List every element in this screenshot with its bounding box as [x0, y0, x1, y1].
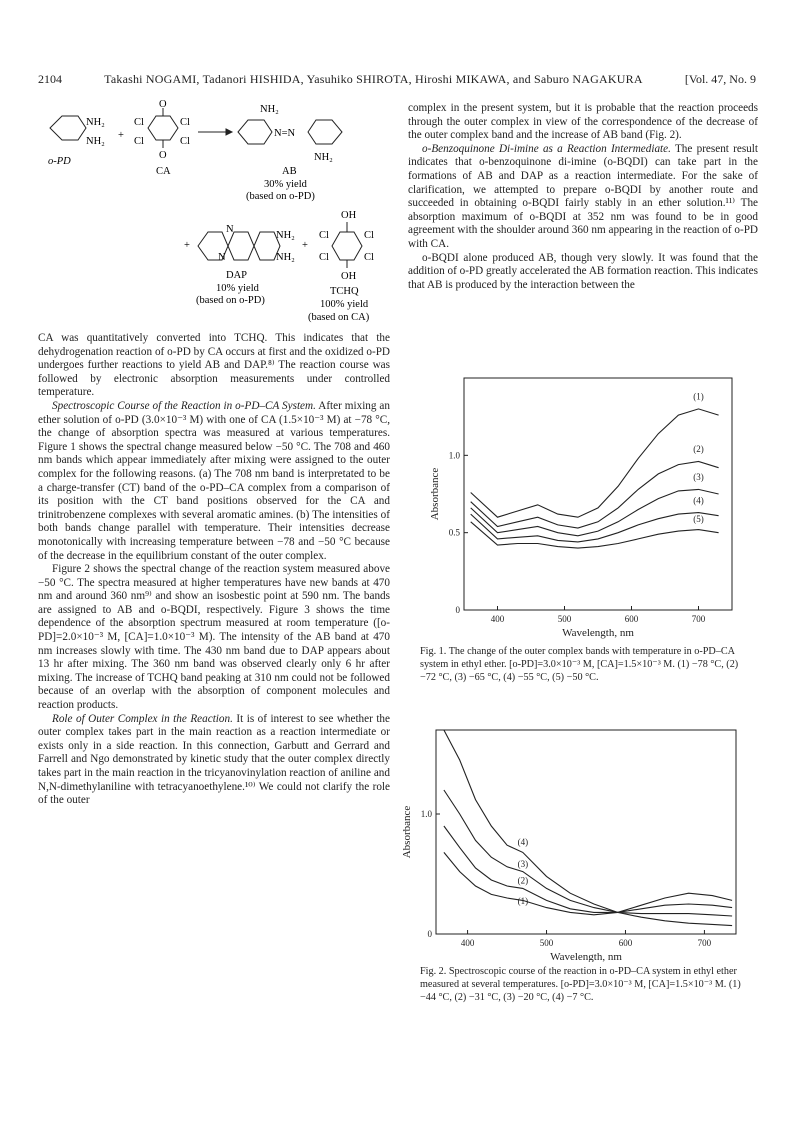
dap-nh2-1: NH₂	[276, 230, 295, 241]
page-header	[38, 72, 756, 87]
tchq-yield: 100% yield	[320, 299, 369, 310]
dap-structure	[198, 232, 280, 260]
right-paragraph-2	[408, 143, 758, 252]
fig1-y-tick-label: 1.0	[448, 450, 460, 461]
fig2-x-axis-label: Wavelength, nm	[550, 951, 622, 962]
figure-1-chart	[408, 370, 758, 645]
fig2-series-label: (3)	[517, 858, 529, 869]
cl-label-3: Cl	[134, 136, 144, 147]
fig2-series-label: (2)	[517, 875, 529, 886]
o-pd-structure	[50, 116, 86, 140]
fig1-y-tick-label: 0.5	[448, 527, 460, 538]
dap-nh2-2: NH₂	[276, 252, 295, 263]
plus-1: +	[118, 130, 124, 141]
fig1-series-label: (1)	[693, 391, 704, 402]
section-heading-bqdi: o-Benzoquinone Di-imine as a Reaction Intermediate.	[422, 142, 671, 155]
azo-label: N=N	[274, 128, 296, 139]
right-paragraph-2-body: The present result indicates that o-benzoquinone di-imine (o-BQDI) can take part in the formations of AB and DAP as a reaction intermediate. For the sake of clarification, we attempted to prepare o-BQDI by another route and succeeded in obtaining o-BQDI fairly stably in an ether solution.¹¹⁾ The absorption maximum of o-BQDI at 352 nm was found to be in good agreement with the shoulder around 360 nm appearing in the reaction of o-PD with CA.	[408, 142, 758, 250]
fig2-y-axis-label: Absorbance	[401, 805, 413, 859]
fig1-y-tick-label: 0	[455, 605, 460, 615]
o-label-bottom: O	[159, 150, 167, 161]
plus-3: +	[302, 240, 308, 251]
tchq-label: TCHQ	[330, 286, 359, 297]
ca-label: CA	[156, 166, 171, 177]
tchq-basis: (based on CA)	[308, 312, 370, 323]
dap-label: DAP	[226, 270, 248, 281]
cl-label-2: Cl	[180, 117, 190, 128]
fig2-x-tick-label: 600	[618, 938, 633, 948]
dap-n-top: N	[226, 224, 234, 235]
figure-2-caption-text: Spectroscopic course of the reaction in o-PD–CA system in ethyl ether measured at several temperatures. [o-PD]=3.0×10⁻³ M, [CA]=1.5×10⁻³ M. (1) −44 °C, (2) −31 °C, (3) −20 °C, (4) −7 °C.	[420, 966, 741, 1003]
left-paragraph-2	[38, 400, 390, 563]
volume-info: [Vol. 47, No. 9	[684, 72, 756, 86]
ab-basis: (based on o-PD)	[246, 191, 315, 202]
fig1-x-axis-label: Wavelength, nm	[562, 627, 634, 639]
fig1-series-line	[471, 462, 719, 529]
section-heading-outer-complex: Role of Outer Complex in the Reaction.	[52, 712, 233, 725]
fig1-series-label: (4)	[693, 495, 704, 506]
left-paragraph-4	[38, 713, 390, 808]
figure-1-caption	[420, 646, 740, 684]
figure-2-caption-label: Fig. 2.	[420, 966, 447, 977]
fig1-series-line	[471, 522, 719, 548]
dap-yield: 10% yield	[216, 283, 259, 294]
dap-basis: (based on o-PD)	[196, 295, 265, 306]
ab-nh2-top: NH₂	[260, 104, 279, 115]
left-paragraph-2-body: After mixing an ether solution of o-PD (3.0×10⁻³ M) with one of CA (1.5×10⁻³ M) at −78 °C, the change of absorption spectra was measured at various temperatures. Figure 1 shows the spectral change measured below −50 °C. The 708 and 460 nm bands which appear immediately after mixing were assigned to the outer complex for the following reasons. (a) The 708 nm band is interpretated to be a charge-transfer (CT) band of the o-PD–CA complex from a comparison of its position with the CT band positions observed for the CA and trinitrobenzene complexes with several aromatic amines. (b) The intensities of both bands change parallel with temperature. Their intensities decrease monotonically with increasing temperature between −78 and −50 °C because of the decrease in the equilibrium constant of the outer complex.	[38, 399, 390, 562]
figure-1-caption-label: Fig. 1.	[420, 646, 447, 657]
fig1-series-line	[471, 489, 719, 535]
fig2-plot-frame	[436, 730, 736, 934]
left-column	[38, 332, 390, 808]
fig1-x-tick-label: 600	[624, 614, 639, 624]
reaction-arrow	[198, 129, 232, 135]
figure-1-caption-text: The change of the outer complex bands with temperature in o-PD–CA system in ethyl ether. [o-PD]=3.0×10⁻³ M, [CA]=1.5×10⁻³ M. (1) −78 °C, (2) −72 °C, (3) −65 °C, (4) −55 °C, (5) −50 °C.	[420, 646, 739, 683]
plus-2: +	[184, 240, 190, 251]
fig1-x-tick-label: 400	[490, 614, 505, 624]
fig2-x-tick-label: 500	[539, 938, 554, 948]
fig1-series-label: (3)	[693, 472, 704, 483]
tchq-cl-4: Cl	[364, 252, 374, 263]
figure-2-caption	[420, 966, 742, 1004]
fig2-series-label: (4)	[517, 837, 529, 848]
fig2-x-tick-label: 700	[697, 938, 712, 948]
figure-2-chart	[400, 722, 755, 962]
fig1-series-label: (5)	[693, 513, 704, 524]
left-paragraph-1: CA was quantitatively converted into TCHQ. This indicates that the dehydrogenation reaction of o-PD by CA occurs at first and the oxidized o-PD undergoes further reactions to yield AB and DAP.⁸⁾ The reaction course was followed by electronic absorption measurements under controlled temperature.	[38, 332, 390, 399]
cl-label-4: Cl	[180, 136, 190, 147]
section-heading-spectroscopic: Spectroscopic Course of the Reaction in o-PD–CA System.	[52, 399, 316, 412]
dap-n-bottom: N	[218, 252, 226, 263]
right-paragraph-1: complex in the present system, but it is probable that the reaction proceeds through the outer complex in view of the correspondence of the decrease of the outer complex band and the increase of AB band (Fig. 2).	[408, 102, 758, 142]
tchq-cl-3: Cl	[319, 252, 329, 263]
fig2-y-tick-label: 0	[427, 929, 432, 939]
nh2-label: NH₂	[86, 117, 105, 128]
right-paragraph-3: o-BQDI alone produced AB, though very slowly. It was found that the addition of o-PD greatly accelerated the AB formation reaction. This indicates that AB is produced by the interaction between the	[408, 251, 758, 291]
fig1-series-label: (2)	[693, 444, 704, 455]
ab-yield: 30% yield	[264, 179, 307, 190]
fig2-series-line	[444, 826, 732, 912]
fig1-plot-frame	[464, 378, 732, 610]
ca-structure	[148, 108, 178, 148]
tchq-cl-2: Cl	[364, 230, 374, 241]
left-paragraph-3: Figure 2 shows the spectral change of the reaction system measured above −50 °C. The spectra measured at higher temperatures have new bands at 470 nm and around 360 nm⁹⁾ and show an isosbestic point at 590 nm. The bands are assigned to AB and o-BQDI, respectively. Figure 3 shows the time dependence of the absorption spectrum measured at room temperature ([o-PD]=2.0×10⁻³ M, [CA]=1.0×10⁻³ M). The intensity of the AB band at 470 nm increases slowly with time. The 430 nm band due to DAP appears about 13 hr after mixing. The 360 nm band was observed clearly only 6 hr after mixing. The increase of TCHQ band peaking at 310 nm could not be followed because of an overlap with the absorption of component molecules and reaction products.	[38, 563, 390, 712]
fig2-y-tick-label: 1.0	[420, 809, 432, 819]
cl-label-1: Cl	[134, 117, 144, 128]
left-paragraph-4-body: It is of interest to see whether the outer complex takes part in the main reaction as a reaction intermediate or exists only in a side reaction. In this connection, Garbutt and Gerrard and Farrell and Ngo demonstrated by kinetic study that the outer complex directly takes part in the main reaction in the tricyanovinylation reaction of aniline and N,N-dimethylaniline with tetracyanoethylene.¹⁰⁾ We could not clarify the role of the outer	[38, 712, 390, 807]
fig2-x-tick-label: 400	[460, 938, 475, 948]
fig1-series-line	[471, 409, 719, 517]
fig2-series-line	[444, 730, 732, 926]
reaction-scheme	[38, 98, 393, 336]
ab-nh2-bottom: NH₂	[314, 152, 333, 163]
tchq-cl-1: Cl	[319, 230, 329, 241]
fig1-series-line	[471, 513, 719, 542]
tchq-structure	[332, 222, 362, 268]
fig1-x-tick-label: 500	[557, 614, 572, 624]
nh2-label-2: NH₂	[86, 136, 105, 147]
o-pd-label: o-PD	[48, 156, 71, 167]
oh-bottom: OH	[341, 271, 357, 282]
o-label-top: O	[159, 99, 167, 110]
fig1-y-axis-label: Absorbance	[429, 467, 441, 521]
authors-line: Takashi NOGAMI, Tadanori HISHIDA, Yasuhiko SHIROTA, Hiroshi MIKAWA, and Saburo NAGAKURA	[104, 72, 643, 86]
fig2-series-line	[444, 790, 732, 916]
fig1-x-tick-label: 700	[691, 614, 706, 624]
fig2-series-label: (1)	[517, 896, 529, 906]
ab-label: AB	[282, 166, 297, 177]
page-number: 2104	[38, 72, 62, 86]
right-column	[408, 102, 758, 292]
oh-top: OH	[341, 210, 357, 221]
